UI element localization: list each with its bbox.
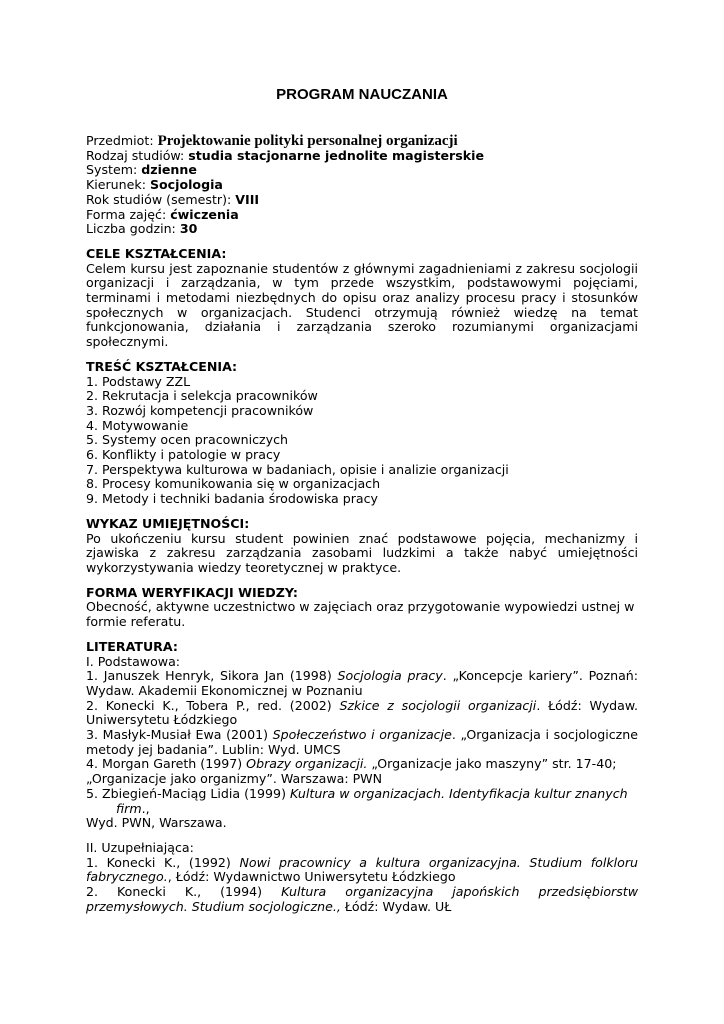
page-title: PROGRAM NAUCZANIA <box>276 86 448 103</box>
meta-rok <box>86 193 638 208</box>
cele-heading: CELE KSZTAŁCENIA: <box>86 245 227 261</box>
literatura-item <box>86 669 638 698</box>
literatura-item <box>86 787 638 802</box>
weryfikacja-heading: FORMA WERYFIKACJI WIEDZY: <box>86 584 298 600</box>
tresc-item: 8. Procesy komunikowania się w organizacjach <box>86 476 381 492</box>
document-body <box>86 134 638 914</box>
meta-system <box>86 163 638 178</box>
literatura-heading: LITERATURA: <box>86 638 178 654</box>
tresc-item: 3. Rozwój kompetencji pracowników <box>86 402 314 418</box>
umiejetnosci-text: Po ukończeniu kursu student powinien znać podstawowe pojęcia, mechanizmy i zjawiska z zakresu zarządzania zasobami ludzkimi a także nabyć umiejętności wykorzystywania wiedzy teoretycznej w praktyce. <box>86 530 638 575</box>
meta-przedmiot <box>86 134 638 149</box>
meta-rodzaj <box>86 149 638 164</box>
tresc-item: 1. Podstawy ZZL <box>86 373 191 389</box>
tresc-item: 6. Konflikty i patologie w pracy <box>86 447 281 463</box>
ref-text: „Organizacje jako maszyny” str. 17-40; <box>367 756 617 772</box>
ref-text: 1. Konecki K., (1992) <box>86 854 240 870</box>
tresc-item: 2. Rekrutacja i selekcja pracowników <box>86 388 318 404</box>
literatura-uzupelniajaca-label: II. Uzupełniająca: <box>86 839 194 855</box>
meta-liczba-label: Liczba godzin: <box>86 221 176 237</box>
ref-text: , Łódź: Wydawnictwo Uniwersytetu Łódzkiego <box>167 869 456 885</box>
literatura-item <box>86 885 638 914</box>
ref-title: Nowi pracownicy a kultura organizacyjna. Studium folkloru fabrycznego. <box>86 854 639 885</box>
meta-forma-value: ćwiczenia <box>170 206 239 222</box>
meta-liczba-value: 30 <box>179 221 198 237</box>
meta-rodzaj-value: studia stacjonarne jednolite magisterskie <box>188 147 484 163</box>
literatura-item <box>86 699 638 728</box>
ref-text: 2. Konecki K., Tobera P., red. (2002) <box>86 697 340 713</box>
literatura-item-continued: Wyd. PWN, Warszawa. <box>86 815 227 831</box>
meta-forma-label: Forma zajęć: <box>86 206 167 222</box>
ref-text: 1. Januszek Henryk, Sikora Jan (1998) <box>86 668 338 684</box>
meta-kierunek <box>86 178 638 193</box>
literatura-item <box>86 757 638 772</box>
literatura-item <box>86 856 638 885</box>
ref-text: 2. Konecki K., (1994) <box>86 884 282 900</box>
ref-title: Obrazy organizacji. <box>246 756 368 772</box>
ref-title: Kultura w organizacjach. Identyfikacja kultur znanych <box>289 785 628 801</box>
literatura-item-continued <box>86 802 638 817</box>
ref-title: Kultura organizacyjna japońskich przedsiębiorstw przemysłowych. Studium socjologiczne., <box>86 884 639 914</box>
ref-title: Socjologia pracy <box>337 668 443 684</box>
weryfikacja-line: formie referatu. <box>86 614 186 630</box>
literatura-podstawowa-label: I. Podstawowa: <box>86 653 181 669</box>
tresc-heading: TREŚĆ KSZTAŁCENIA: <box>86 358 238 374</box>
ref-text: 3. Masłyk-Musiał Ewa (2001) <box>86 727 273 743</box>
tresc-item: 4. Motywowanie <box>86 417 189 433</box>
ref-text: 5. Zbiegień-Maciąg Lidia (1999) <box>86 785 290 801</box>
meta-rok-label: Rok studiów (semestr): <box>86 191 232 207</box>
meta-kierunek-label: Kierunek: <box>86 177 146 193</box>
tresc-item: 5. Systemy ocen pracowniczych <box>86 432 288 448</box>
meta-liczba <box>86 222 638 237</box>
meta-rodzaj-label: Rodzaj studiów: <box>86 147 185 163</box>
ref-title: Społeczeństwo i organizacje <box>272 727 452 743</box>
meta-przedmiot-value: Projektowanie polityki personalnej organizacji <box>157 133 458 149</box>
meta-system-label: System: <box>86 162 138 178</box>
ref-title: firm <box>116 800 142 816</box>
ref-title: Szkice z socjologii organizacji <box>339 697 537 713</box>
ref-text: ., <box>141 800 150 816</box>
meta-rok-value: VIII <box>235 191 260 207</box>
literatura-item-continued: „Organizacje jako organizmy”. Warszawa: PWN <box>86 771 383 787</box>
ref-text: 4. Morgan Gareth (1997) <box>86 756 247 772</box>
meta-przedmiot-label: Przedmiot: <box>86 133 154 148</box>
meta-system-value: dzienne <box>141 162 197 178</box>
weryfikacja-line: Obecność, aktywne uczestnictwo w zajęciach oraz przygotowanie wypowiedzi ustnej w <box>86 599 635 615</box>
cele-text: Celem kursu jest zapoznanie studentów z głównymi zagadnieniami z zakresu socjologii organizacji i zarządzania, w tym przede wszystkim, podstawowymi pojęciami, terminami i metodami niezbędnych do opisu oraz analizy procesu pracy i stosunków społecznych w organizacjach. Studenci otrzymują również wiedzę na temat funkcjonowania, działania i zarządzania szeroko rozumianymi organizacjami społecznymi. <box>86 260 638 350</box>
umiejetnosci-heading: WYKAZ UMIEJĘTNOŚCI: <box>86 515 250 531</box>
ref-text: . „Koncepcje kariery”. Poznań: Wydaw. Akademii Ekonomicznej w Poznaniu <box>86 668 639 698</box>
tresc-item: 9. Metody i techniki badania środowiska pracy <box>86 491 379 507</box>
ref-text: . Łódź: Wydaw. Uniwersytetu Łódzkiego <box>86 697 639 728</box>
meta-kierunek-value: Socjologia <box>149 177 223 193</box>
ref-text: . „Organizacja i socjologiczne metody jej badania”. Lublin: Wyd. UMCS <box>86 727 638 757</box>
literatura-item <box>86 728 638 757</box>
tresc-item: 7. Perspektywa kulturowa w badaniach, opisie i analizie organizacji <box>86 461 509 477</box>
meta-forma <box>86 208 638 223</box>
ref-text: Łódź: Wydaw. UŁ <box>340 898 452 914</box>
